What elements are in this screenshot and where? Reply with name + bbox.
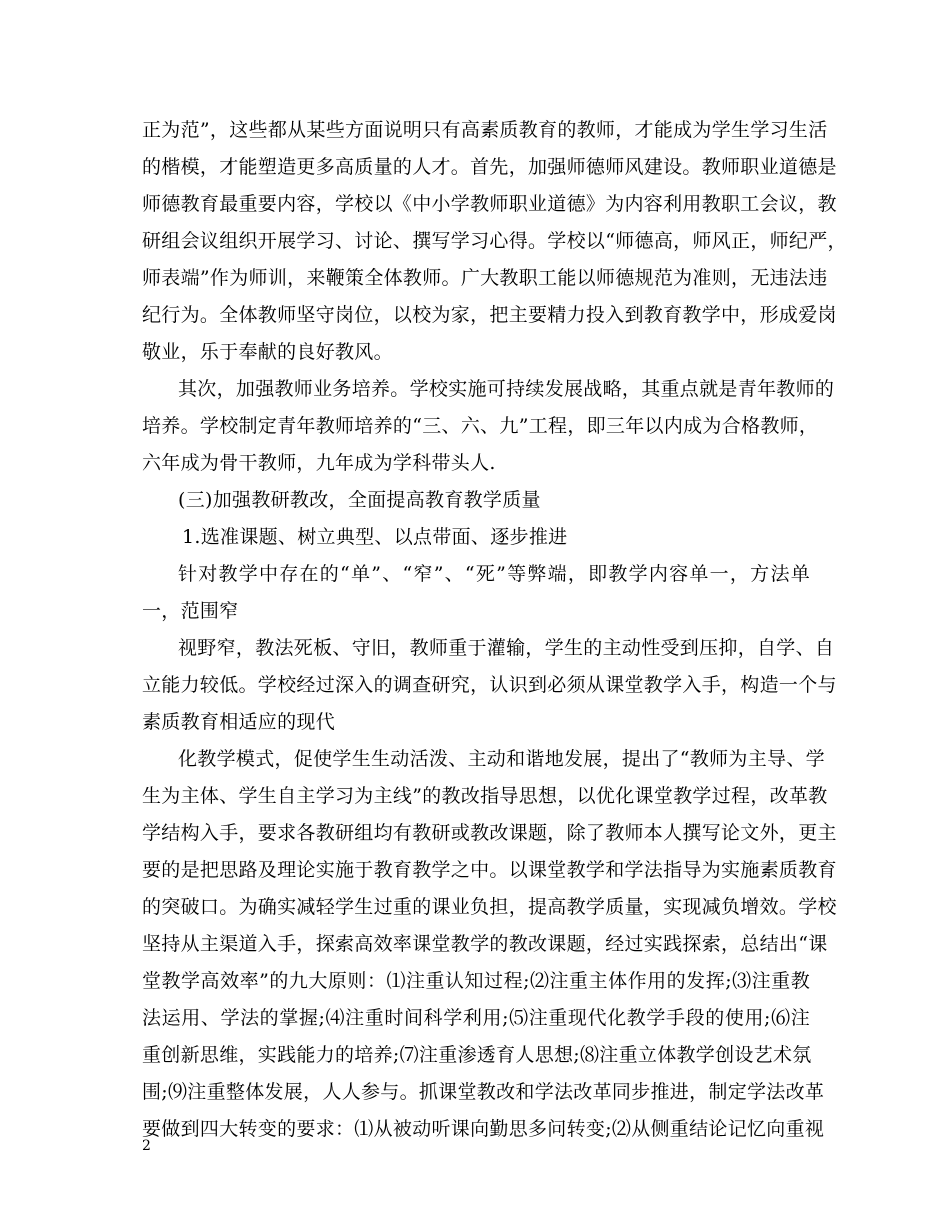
text-line: 一，范围窄 <box>142 600 239 622</box>
text-line: 要的是把思路及理论实施于教育教学之中。以课堂教学和学法指导为实施素质教育 <box>142 859 837 881</box>
text-line: 纪行为。全体教师坚守岗位，以校为家，把主要精力投入到教育教学中，形成爱岗 <box>142 304 837 326</box>
paragraph-first-line: 其次，加强教师业务培养。学校实施可持续发展战略，其重点就是青年教师的 <box>178 378 835 400</box>
text-line: 生为主体、学生自主学习为主线”的教改指导思想，以优化课堂教学过程，改革教 <box>142 785 828 807</box>
paragraph-first-line: 视野窄，教法死板、守旧，教师重于灌输，学生的主动性受到压抑，自学、自 <box>178 637 835 659</box>
text-line: 坚持从主渠道入手，探索高效率课堂教学的教改课题，经过实践探索，总结出“课 <box>142 933 828 955</box>
text-line: 学结构入手，要求各教研组均有教研或教改课题，除了教师本人撰写论文外，更主 <box>142 822 837 844</box>
text-line: 师表端”作为师训，来鞭策全体教师。广大教职工能以师德规范为准则，无违法违 <box>142 267 828 289</box>
text-line: 围;⑼注重整体发展，人人参与。抓课堂教改和学法改革同步推进，制定学法改革 <box>142 1081 825 1103</box>
text-line: 师德教育最重要内容，学校以《中小学教师职业道德》为内容利用教职工会议，教 <box>142 193 837 215</box>
text-line: 素质教育相适应的现代 <box>142 711 336 733</box>
text-line: 的突破口。为确实减轻学生过重的课业负担，提高教学质量，实现减负增效。学校 <box>142 896 837 918</box>
text-line: 的楷模，才能塑造更多高质量的人才。首先，加强师德师风建设。教师职业道德是 <box>142 156 837 178</box>
text-line: 培养。学校制定青年教师培养的“三、六、九”工程，即三年以内成为合格教师， <box>142 415 819 437</box>
text-line: 堂教学高效率”的九大原则：⑴注重认知过程;⑵注重主体作用的发挥;⑶注重教 <box>142 970 810 992</box>
text-line: 重创新思维，实践能力的培养;⑺注重渗透育人思想;⑻注重立体教学创设艺术氛 <box>142 1044 812 1066</box>
paragraph-first-line: 化教学模式，促使学生生动活泼、主动和谐地发展，提出了“教师为主导、学 <box>178 748 825 770</box>
text-line: 六年成为骨干教师，九年成为学科带头人. <box>142 452 496 474</box>
text-line: 研组会议组织开展学习、讨论、撰写学习心得。学校以“师德高，师风正，师纪严， <box>142 230 847 252</box>
subsection-heading: 1.选准课题、树立典型、以点带面、逐步推进 <box>182 526 568 548</box>
text-line: 法运用、学法的掌握;⑷注重时间科学利用;⑸注重现代化教学手段的使用;⑹注 <box>142 1007 810 1029</box>
text-line: 正为范”，这些都从某些方面说明只有高素质教育的教师，才能成为学生学习生活 <box>142 119 828 141</box>
text-line: 敬业，乐于奉献的良好教风。 <box>142 341 393 363</box>
text-line: 立能力较低。学校经过深入的调查研究，认识到必须从课堂教学入手，构造一个与 <box>142 674 837 696</box>
page-number: 2 <box>142 1138 151 1154</box>
paragraph-first-line: 针对教学中存在的“单”、“窄”、“死”等弊端，即教学内容单一，方法单 <box>178 563 810 585</box>
text-line: 要做到四大转变的要求：⑴从被动听课向勤思多问转变;⑵从侧重结论记忆向重视 <box>142 1118 825 1140</box>
section-heading: (三)加强教研教改，全面提高教育教学质量 <box>178 489 541 511</box>
